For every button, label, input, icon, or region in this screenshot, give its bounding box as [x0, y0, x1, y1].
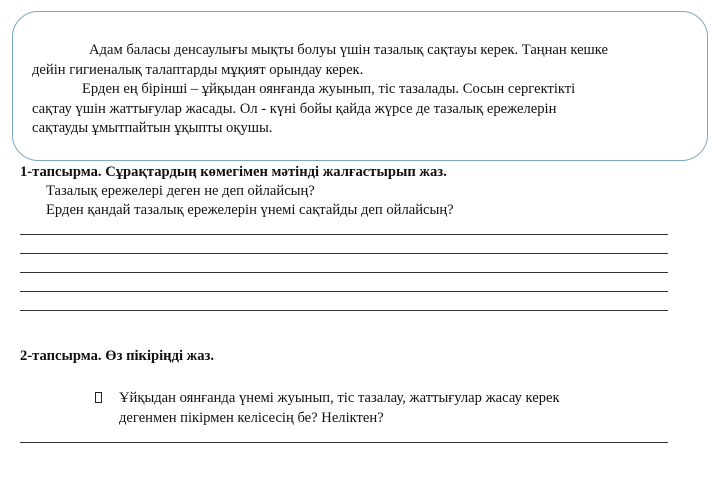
task2-statement	[119, 388, 560, 428]
answer-line[interactable]	[20, 291, 668, 292]
answer-line[interactable]	[20, 234, 668, 235]
reading-line: дейін гигиеналық талаптарды мұқият орындау керек.	[32, 61, 364, 78]
task2-statement-line: Ұйқыдан оянғанда үнемі жуынып, тіс тазалау, жаттығулар жасау керек	[119, 390, 560, 406]
answer-line[interactable]	[20, 442, 668, 443]
task2-title: 2-тапсырма. Өз пікіріңді жаз.	[20, 348, 215, 364]
task1-title: 1-тапсырма. Сұрақтардың көмегімен мәтінді жалғастырып жаз.	[20, 164, 447, 180]
answer-line[interactable]	[20, 253, 668, 254]
task1-question: Ерден қандай тазалық ережелерін үнемі сақтайды деп ойлайсың?	[46, 202, 454, 218]
reading-line: Ерден ең бірінші – ұйқыдан оянғанда жуынып, тіс тазалады. Сосын сергектікті	[82, 81, 576, 98]
task2-statement-line: дегенмен пікірмен келісесің бе? Неліктен?	[119, 410, 384, 426]
reading-paragraph	[32, 41, 697, 139]
reading-line: сақтауды ұмытпайтын ұқыпты оқушы.	[32, 120, 273, 137]
answer-line[interactable]	[20, 272, 668, 273]
reading-line: сақтау үшін жаттығулар жасады. Ол - күні бойы қайда жүрсе де тазалық ережелерін	[32, 100, 557, 117]
empty-square-bullet-icon	[95, 392, 102, 403]
answer-line[interactable]	[20, 310, 668, 311]
reading-line: Адам баласы денсаулығы мықты болуы үшін тазалық сақтауы керек. Таңнан кешке	[89, 42, 608, 58]
task1-question: Тазалық ережелері деген не деп ойлайсың?	[46, 183, 315, 199]
